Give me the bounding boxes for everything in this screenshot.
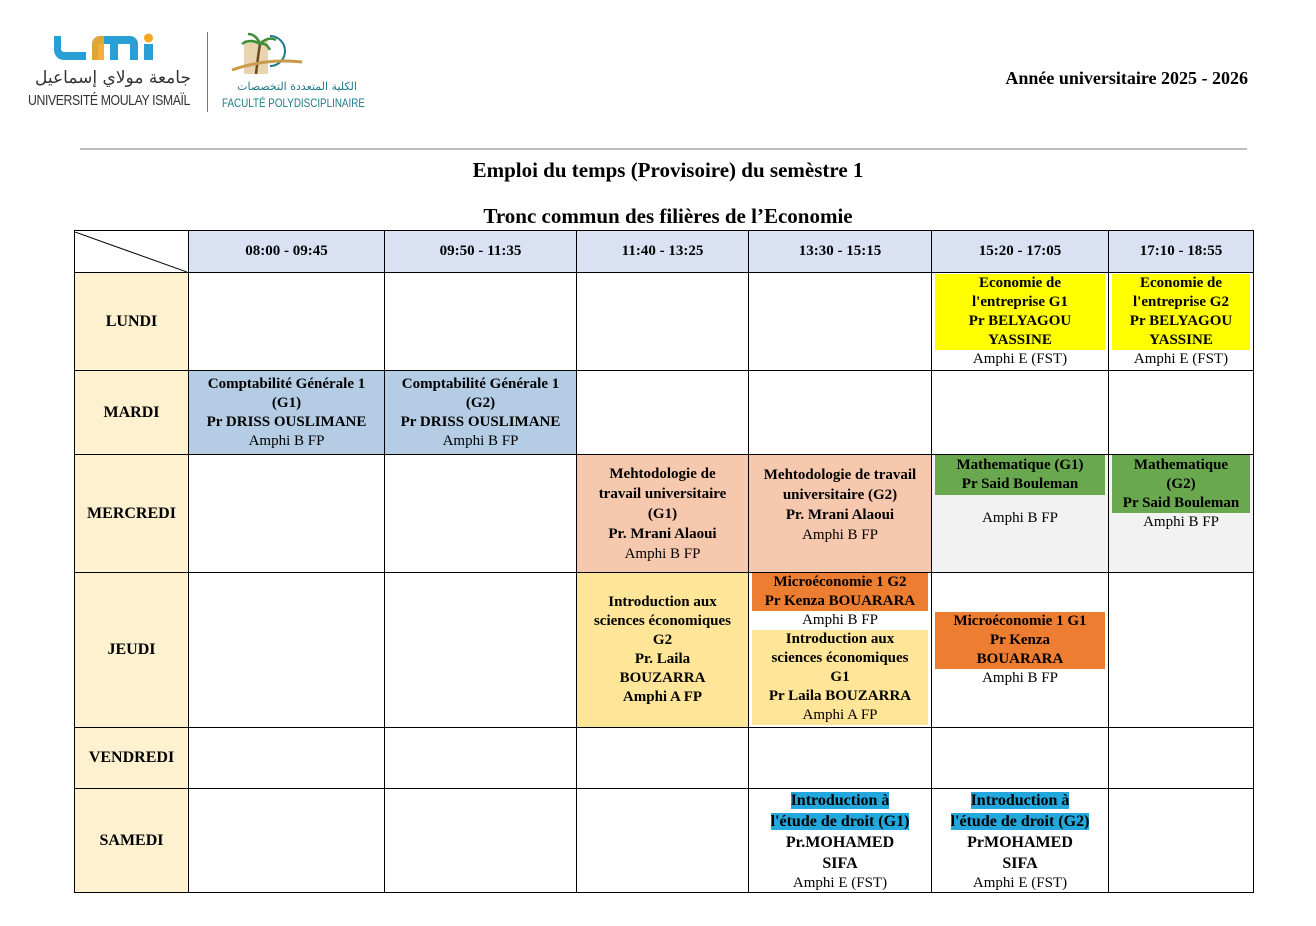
room-label: Amphi B FP: [982, 670, 1058, 686]
room-label: Amphi B FP: [1143, 514, 1219, 530]
empty-cell: [189, 789, 385, 893]
course-line: l'étude de droit (G2): [950, 812, 1090, 830]
room-label: Amphi E (FST): [792, 874, 888, 891]
day-row-mercredi: [75, 455, 1254, 573]
corner-cell: [75, 231, 189, 273]
empty-cell: [189, 728, 385, 789]
teacher-line: Pr DRISS OUSLIMANE: [400, 413, 561, 430]
academic-year: Année universitaire 2025 - 2026: [1005, 68, 1248, 88]
empty-cell: [577, 371, 749, 455]
teacher-line: PrMOHAMED: [967, 833, 1073, 851]
empty-cell: [385, 273, 577, 371]
session-cell[interactable]: [1109, 273, 1254, 371]
course-line: (G1): [647, 505, 678, 522]
course-line: Mathematique: [1133, 457, 1229, 473]
teacher-line: BOUZARRA: [619, 670, 706, 686]
slot-header: 11:40 - 13:25: [577, 231, 749, 273]
teacher-line: SIFA: [822, 854, 858, 872]
fp-logo: [222, 30, 372, 114]
course-line: (G2): [1166, 476, 1196, 492]
course-line: Comptabilité Générale 1: [401, 375, 560, 392]
day-row-mardi: [75, 371, 1254, 455]
session-cell[interactable]: [577, 573, 749, 728]
empty-cell: [189, 573, 385, 728]
empty-cell: [385, 789, 577, 893]
empty-cell: [1109, 728, 1254, 789]
session-block: [1112, 274, 1250, 350]
session-cell[interactable]: [749, 573, 932, 728]
course-line: G2: [652, 632, 673, 648]
empty-cell: [385, 573, 577, 728]
room-label: Amphi B FP: [982, 510, 1058, 526]
empty-cell: [749, 371, 932, 455]
teacher-line: Pr. Laila: [634, 651, 691, 667]
diagonal-line: [75, 232, 187, 272]
teacher-line: Pr BELYAGOU: [1129, 313, 1233, 329]
session-cell[interactable]: [932, 573, 1109, 728]
slot-header: 13:30 - 15:15: [749, 231, 932, 273]
timetable-header-row: [75, 231, 1254, 273]
teacher-line: Pr BELYAGOU: [968, 313, 1072, 329]
teacher-line: Pr. Mrani Alaoui: [608, 525, 717, 542]
teacher-line: Pr. Mrani Alaoui: [785, 507, 895, 523]
session-block: [1112, 455, 1250, 513]
session-cell[interactable]: [932, 273, 1109, 371]
course-line: travail universitaire: [598, 485, 727, 502]
room-label: Amphi A FP: [622, 689, 703, 705]
teacher-line: Pr Kenza BOUARARA: [764, 593, 916, 609]
page-subtitle: Tronc commun des filières de l’Economie: [483, 204, 853, 228]
empty-cell: [1109, 371, 1254, 455]
day-label: JEUDI: [75, 573, 189, 728]
teacher-line: YASSINE: [1149, 332, 1213, 348]
day-label: MERCREDI: [75, 455, 189, 573]
course-line: Comptabilité Générale 1: [207, 375, 366, 392]
course-line: Introduction à: [790, 791, 890, 809]
day-row-jeudi: [75, 573, 1254, 728]
course-line: Mathematique (G1): [956, 457, 1084, 473]
course-line: Microéconomie 1 G2: [773, 574, 907, 590]
room-label: Amphi B FP: [624, 545, 701, 562]
course-line: sciences économiques: [771, 650, 909, 666]
day-label: SAMEDI: [75, 789, 189, 893]
day-label: VENDREDI: [75, 728, 189, 789]
session-block: [935, 612, 1105, 669]
slot-header: 09:50 - 11:35: [385, 231, 577, 273]
course-line: Introduction aux: [608, 594, 717, 610]
teacher-line: Pr.MOHAMED: [785, 833, 895, 851]
empty-cell: [189, 273, 385, 371]
course-line: l'étude de droit (G1): [770, 812, 910, 830]
teacher-line: Pr Said Bouleman: [1122, 495, 1240, 511]
room-label: Amphi B FP: [802, 527, 878, 543]
timetable: [74, 230, 1254, 893]
room-label: Amphi A FP: [802, 707, 878, 723]
course-line: Microéconomie 1 G1: [953, 613, 1087, 629]
page-title: Emploi du temps (Provisoire) du semèstre 1: [472, 158, 864, 182]
slot-header: 08:00 - 09:45: [189, 231, 385, 273]
empty-cell: [932, 371, 1109, 455]
course-line: l'entreprise G2: [1133, 294, 1229, 310]
room-label: Amphi E (FST): [972, 351, 1068, 367]
teacher-line: SIFA: [1002, 854, 1038, 872]
empty-cell: [1109, 789, 1254, 893]
session-block: [752, 630, 928, 725]
fp-arabic-name: الكلية المتعددة التخصصات: [237, 80, 357, 93]
teacher-line: Pr Kenza: [989, 632, 1051, 648]
fp-french-name: FACULTÉ POLYDISCIPLINAIRE: [222, 96, 365, 110]
header-divider: [80, 148, 1247, 150]
day-label: LUNDI: [75, 273, 189, 371]
session-cell[interactable]: [932, 455, 1109, 573]
course-line: universitaire (G2): [782, 487, 898, 503]
room-label: Amphi B FP: [248, 432, 325, 449]
session-block: [752, 573, 928, 611]
umi-logo: [28, 30, 198, 114]
course-line: G1: [830, 669, 850, 685]
day-row-samedi: [75, 789, 1254, 893]
session-cell[interactable]: [189, 371, 385, 455]
palm-tree-icon: [226, 30, 306, 80]
empty-cell: [577, 273, 749, 371]
course-line: l'entreprise G1: [972, 294, 1068, 310]
session-block: [935, 455, 1105, 495]
empty-cell: [577, 789, 749, 893]
course-line: Economie de: [978, 275, 1062, 291]
umi-arabic-name: جامعة مولاي إسماعيل: [35, 68, 191, 88]
room-label: Amphi E (FST): [1133, 351, 1229, 367]
empty-cell: [749, 273, 932, 371]
empty-cell: [189, 455, 385, 573]
course-line: Introduction à: [970, 791, 1070, 809]
session-cell[interactable]: [932, 789, 1109, 893]
room-label: Amphi B FP: [442, 432, 519, 449]
room-label: Amphi E (FST): [972, 874, 1068, 891]
day-row-lundi: [75, 273, 1254, 371]
empty-cell: [577, 728, 749, 789]
teacher-line: BOUARARA: [976, 651, 1064, 667]
course-line: (G1): [271, 394, 302, 411]
session-cell[interactable]: [385, 371, 577, 455]
day-label: MARDI: [75, 371, 189, 455]
logo-separator: [207, 32, 208, 112]
teacher-line: Pr DRISS OUSLIMANE: [206, 413, 367, 430]
empty-cell: [385, 455, 577, 573]
empty-cell: [932, 728, 1109, 789]
session-block: [935, 274, 1105, 350]
session-cell[interactable]: [577, 455, 749, 573]
teacher-line: YASSINE: [988, 332, 1052, 348]
course-line: sciences économiques: [593, 613, 732, 629]
course-line: (G2): [465, 394, 496, 411]
course-line: Introduction aux: [785, 631, 895, 647]
slot-header: 17:10 - 18:55: [1109, 231, 1254, 273]
course-line: Economie de: [1139, 275, 1223, 291]
empty-cell: [1109, 573, 1254, 728]
umi-logo-mark-icon: [52, 32, 172, 66]
day-row-vendredi: [75, 728, 1254, 789]
session-cell[interactable]: [749, 789, 932, 893]
empty-cell: [385, 728, 577, 789]
room-label: Amphi B FP: [802, 612, 878, 628]
session-cell[interactable]: [1109, 455, 1254, 573]
course-line: Mehtodologie de travail: [763, 467, 917, 483]
slot-header: 15:20 - 17:05: [932, 231, 1109, 273]
course-line: Mehtodologie de: [609, 465, 716, 482]
empty-cell: [749, 728, 932, 789]
teacher-line: Pr Laila BOUZARRA: [768, 688, 912, 704]
umi-french-name: UNIVERSITÉ MOULAY ISMAÏL: [28, 92, 190, 109]
teacher-line: Pr Said Bouleman: [961, 476, 1079, 492]
session-cell[interactable]: [749, 455, 932, 573]
